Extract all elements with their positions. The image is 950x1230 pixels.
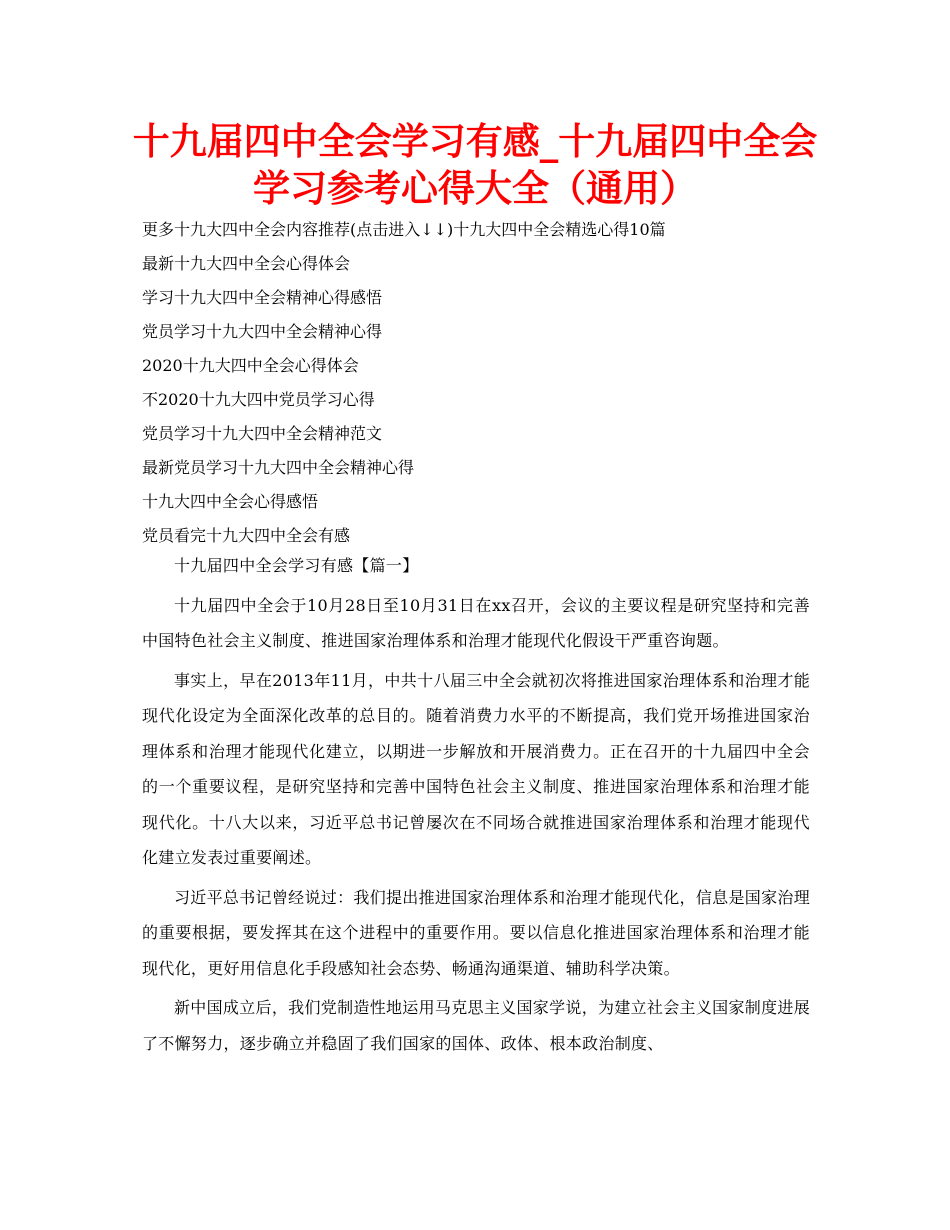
recommended-link[interactable]: 最新十九大四中全会心得体会 (142, 254, 351, 273)
recommended-link[interactable]: 2020十九大四中全会心得体会 (142, 356, 359, 375)
section-heading: 十九届四中全会学习有感【篇一】 (174, 556, 419, 575)
title-line-1: 十九届四中全会学习有感_十九届四中全会 (132, 120, 818, 163)
body-paragraph: 事实上，早在2013年11月，中共十八届三中全会就初次将推进国家治理体系和治理才能现代化设定为全面深化改革的总目的。随着消费力水平的不断提高，我们党开场推进国家治理体系和治理才能现代化建立，以期进一步解放和开展消费力。正在召开的十九届四中全会的一个重要议程，是研究坚持和完善中国特色社会主义制度、推进国家治理体系和治理才能现代化。十八大以来，习近平总书记曾屡次在不同场合就推进国家治理体系和治理才能现代化建立发表过重要阐述。 (142, 670, 810, 867)
body-paragraph: 新中国成立后，我们党制造性地运用马克思主义国家学说，为建立社会主义国家制度进展了不懈努力，逐步确立并稳固了我们国家的国体、政体、根本政治制度、 (142, 998, 810, 1053)
recommended-link[interactable]: 党员学习十九大四中全会精神范文 (142, 424, 383, 443)
recommended-link[interactable]: 党员看完十九大四中全会有感 (142, 526, 351, 545)
article-body (142, 548, 810, 1061)
recommended-links-list (142, 213, 822, 553)
recommended-link[interactable]: 学习十九大四中全会精神心得感悟 (142, 288, 383, 307)
body-paragraph: 十九届四中全会于10月28日至10月31日在xx召开，会议的主要议程是研究坚持和完善中国特色社会主义制度、推进国家治理体系和治理才能现代化假设干严重咨询题。 (142, 595, 810, 650)
document-title (100, 118, 850, 212)
recommended-link[interactable]: 更多十九大四中全会内容推荐(点击进入↓↓)十九大四中全会精选心得10篇 (142, 220, 666, 239)
recommended-link[interactable]: 不2020十九大四中党员学习心得 (142, 390, 375, 409)
title-line-2: 学习参考心得大全（通用） (253, 167, 697, 210)
recommended-link[interactable]: 十九大四中全会心得感悟 (142, 492, 319, 511)
recommended-link[interactable]: 党员学习十九大四中全会精神心得 (142, 322, 383, 341)
body-paragraph: 习近平总书记曾经说过：我们提出推进国家治理体系和治理才能现代化，信息是国家治理的重要根据，要发挥其在这个进程中的重要作用。要以信息化推进国家治理体系和治理才能现代化，更好用信息化手段感知社会态势、畅通沟通渠道、辅助科学决策。 (142, 887, 810, 978)
recommended-link[interactable]: 最新党员学习十九大四中全会精神心得 (142, 458, 415, 477)
